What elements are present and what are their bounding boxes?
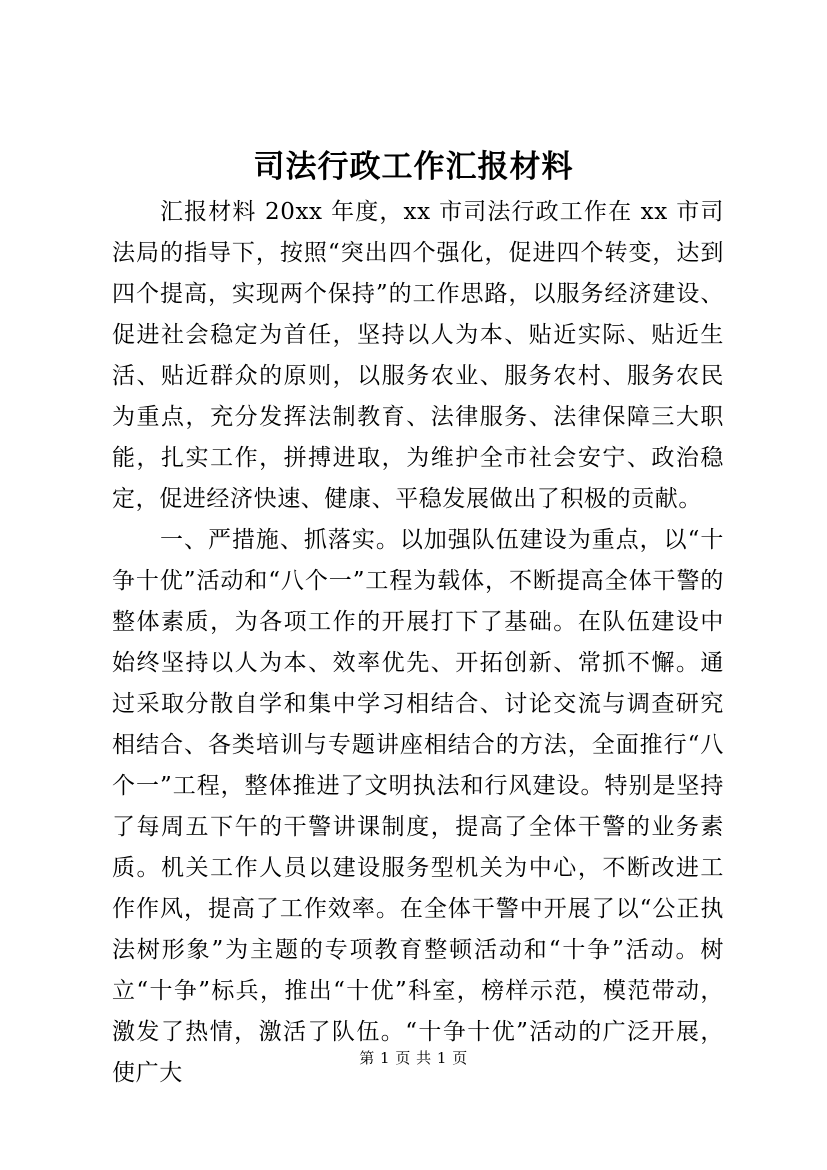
document-title: 司法行政工作汇报材料 [253, 149, 574, 185]
document-body [112, 192, 724, 1094]
body-paragraph-2: 一、严措施、抓落实。以加强队伍建设为重点，以“十争十优”活动和“八个一”工程为载体，不断提高全体干警的整体素质，为各项工作的开展打下了基础。在队伍建设中始终坚持以人为本、效率优先、开拓创新、常抓不懈。通过采取分散自学和集中学习相结合、讨论交流与调查研究相结合、各类培训与专题讲座相结合的方法，全面推行“八个一”工程，整体推进了文明执法和行风建设。特别是坚持了每周五下午的干警讲课制度，提高了全体干警的业务素质。机关工作人员以建设服务型机关为中心，不断改进工作作风，提高了工作效率。在全体干警中开展了以“公正执法树形象”为主题的专项教育整顿活动和“十争”活动。树立“十争”标兵，推出“十优”科室，榜样示范，模范带动，激发了热情，激活了队伍。“十争十优”活动的广泛开展，使广大 [112, 527, 724, 1086]
page-footer: 第 1 页 共 1 页 [359, 1049, 468, 1067]
body-paragraph-1: 汇报材料 20xx 年度，xx 市司法行政工作在 xx 市司法局的指导下，按照“突出四个强化，促进四个转变，达到四个提高，实现两个保持”的工作思路，以服务经济建设、促进社会稳定为首任，坚持以人为本、贴近实际、贴近生活、贴近群众的原则，以服务农业、服务农村、服务农民为重点，充分发挥法制教育、法律服务、法律保障三大职能，扎实工作，拼搏进取，为维护全市社会安宁、政治稳定，促进经济快速、健康、平稳发展做出了积极的贡献。 [112, 199, 724, 512]
